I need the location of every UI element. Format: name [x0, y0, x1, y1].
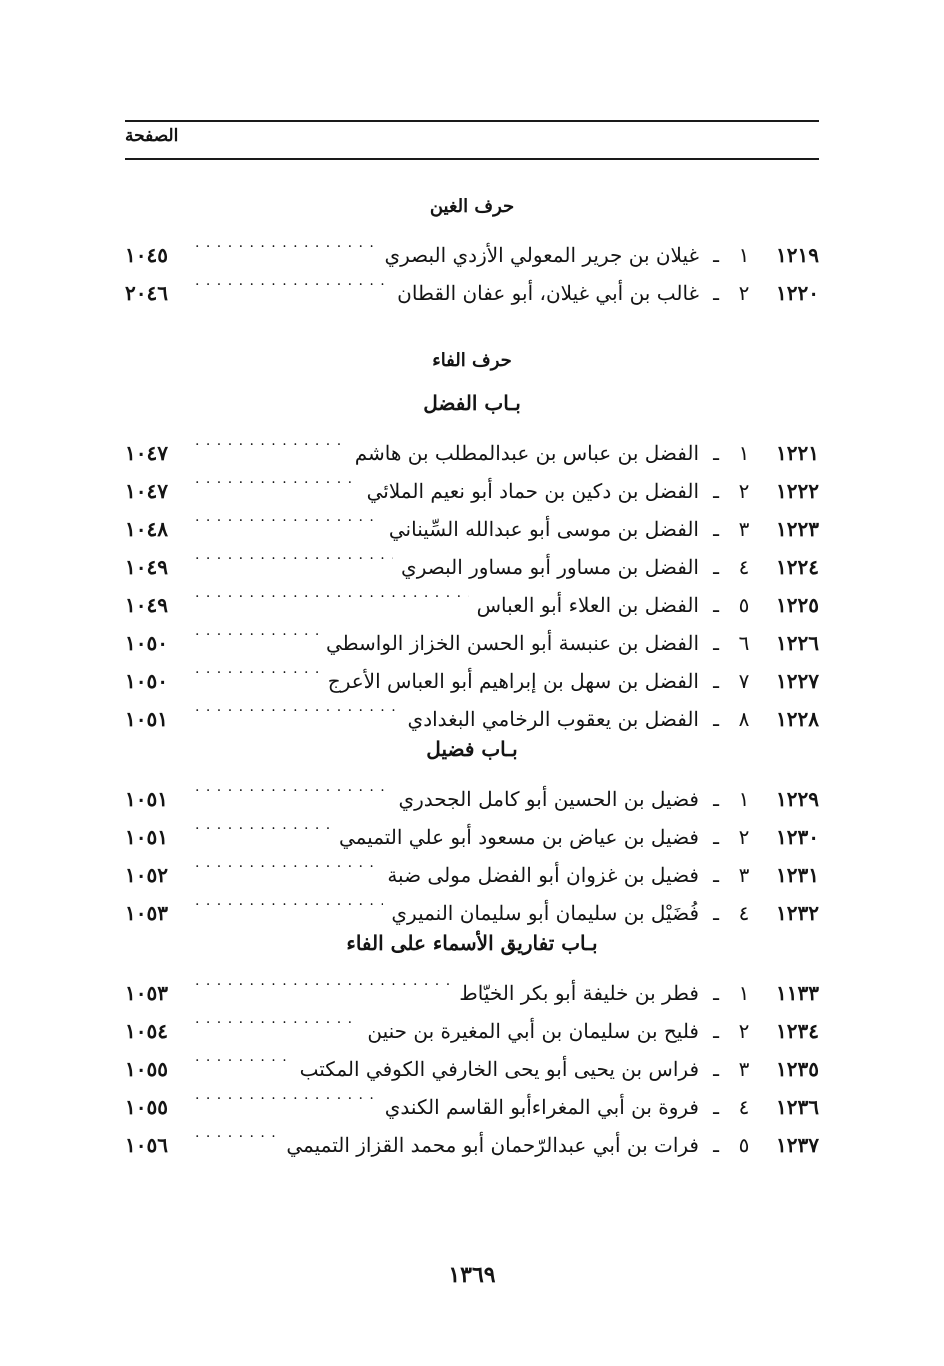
entry-page-number: ١٠٤٧ — [125, 479, 168, 503]
entry-page-number: ١٠٥٢ — [125, 863, 168, 887]
dot-leader — [195, 1114, 278, 1152]
entry-dash: ـ — [713, 479, 719, 503]
entry-name: الفضل بن موسى أبو عبدالله السِّيناني — [388, 517, 699, 541]
entry-dash: ـ — [713, 517, 719, 541]
entry-local-number: ١ — [738, 981, 750, 1005]
entry-name: الفضل بن يعقوب الرخامي البغدادي — [407, 707, 699, 731]
entry-dash: ـ — [713, 863, 719, 887]
entry-local-number: ١ — [738, 787, 750, 811]
entry-local-number: ٢ — [738, 825, 750, 849]
entry-global-number: ١٢٣٢ — [776, 901, 819, 925]
entry-page-number: ١٠٥٠ — [125, 669, 168, 693]
entry-name: فراس بن يحيى أبو يحى الخارفي الكوفي المكتب — [299, 1057, 699, 1081]
entry-global-number: ١٢٢٥ — [776, 593, 819, 617]
entry-local-number: ٣ — [738, 863, 750, 887]
entry-dash: ـ — [713, 281, 719, 305]
dot-leader — [195, 806, 331, 844]
entry-local-number: ٤ — [738, 901, 750, 925]
page-number: ١٣٦٩ — [448, 1262, 496, 1288]
dot-leader — [195, 460, 359, 498]
entry-global-number: ١٢٢٠ — [776, 281, 819, 305]
entry-name: الفضل بن سهل بن إبراهيم أبو العباس الأعرج — [327, 669, 699, 693]
entry-dash: ـ — [713, 593, 719, 617]
entry-local-number: ١ — [738, 441, 750, 465]
entry-dash: ـ — [713, 787, 719, 811]
entry-page-number: ١٠٥٥ — [125, 1057, 168, 1081]
dot-leader — [195, 1000, 359, 1038]
entry-global-number: ١٢٢٣ — [776, 517, 819, 541]
entry-page-number: ١٠٥٥ — [125, 1095, 168, 1119]
entry-dash: ـ — [713, 669, 719, 693]
entry-name: الفضل بن عباس بن عبدالمطلب بن هاشم — [354, 441, 699, 465]
entry-name: غالب بن أبي غيلان، أبو عفان القطان — [397, 281, 699, 305]
entry-local-number: ٢ — [738, 281, 750, 305]
dot-leader — [195, 650, 320, 688]
dot-leader — [195, 1076, 377, 1114]
index-entry[interactable] — [125, 422, 819, 465]
index-content — [125, 190, 819, 1157]
entry-global-number: ١٢٣٦ — [776, 1095, 819, 1119]
entry-dash: ـ — [713, 1133, 719, 1157]
entry-dash: ـ — [713, 243, 719, 267]
entry-list-misc-names — [125, 962, 819, 1157]
entry-global-number: ١٢٢١ — [776, 441, 819, 465]
entry-global-number: ١٢٣١ — [776, 863, 819, 887]
entry-page-number: ١٠٥٣ — [125, 981, 168, 1005]
entry-page-number: ١٠٤٩ — [125, 593, 168, 617]
entry-name: فُضَيْل بن سليمان أبو سليمان النميري — [391, 901, 699, 925]
chapter-heading-misc-names: بـاب تفاريق الأسماء على الفاء — [346, 931, 598, 955]
entry-page-number: ١٠٤٩ — [125, 555, 168, 579]
entry-local-number: ٦ — [738, 631, 750, 655]
entry-name: فليح بن سليمان بن أبي المغيرة بن حنين — [367, 1019, 699, 1043]
entry-dash: ـ — [713, 555, 719, 579]
chapter-heading-fudayl: بـاب فضيل — [426, 737, 518, 761]
entry-dash: ـ — [713, 981, 719, 1005]
entry-name: فرات بن أبي عبدالرّحمان أبو محمد القزاز التميمي — [286, 1133, 699, 1157]
entry-page-number: ١٠٥٦ — [125, 1133, 168, 1157]
entry-dash: ـ — [713, 901, 719, 925]
dot-leader — [195, 768, 390, 806]
entry-local-number: ٨ — [738, 707, 750, 731]
dot-leader — [195, 574, 469, 612]
entry-global-number: ١٢٣٧ — [776, 1133, 819, 1157]
entry-page-number: ٢٠٤٦ — [125, 281, 168, 305]
entry-global-number: ١٢٢٦ — [776, 631, 819, 655]
dot-leader — [195, 536, 393, 574]
index-entry[interactable] — [125, 768, 819, 811]
entry-page-number: ١٠٥١ — [125, 787, 168, 811]
entry-local-number: ٤ — [738, 1095, 750, 1119]
entry-page-number: ١٠٤٧ — [125, 441, 168, 465]
entry-name: الفضل بن عنبسة أبو الحسن الخزاز الواسطي — [325, 631, 699, 655]
index-page — [125, 0, 819, 1366]
entry-dash: ـ — [713, 1095, 719, 1119]
entry-local-number: ٢ — [738, 479, 750, 503]
dot-leader — [195, 422, 347, 460]
entry-name: غيلان بن جرير المعولي الأزدي البصري — [384, 243, 699, 267]
entry-global-number: ١٢٣٠ — [776, 825, 819, 849]
entry-name: فضيل بن الحسين أبو كامل الجحدري — [398, 787, 699, 811]
entry-global-number: ١١٣٣ — [776, 981, 819, 1005]
entry-dash: ـ — [713, 707, 719, 731]
entry-list-fudayl — [125, 768, 819, 925]
dot-leader — [195, 498, 381, 536]
chapter-heading-fadl: بـاب الفضل — [423, 391, 521, 415]
entry-global-number: ١٢٣٥ — [776, 1057, 819, 1081]
entry-dash: ـ — [713, 441, 719, 465]
entry-global-number: ١٢٢٧ — [776, 669, 819, 693]
header-bottom-rule — [125, 158, 819, 160]
entry-page-number: ١٠٥٠ — [125, 631, 168, 655]
entry-name: الفضل بن العلاء أبو العباس — [476, 593, 699, 617]
entry-local-number: ٧ — [738, 669, 750, 693]
entry-list-fadl — [125, 422, 819, 731]
index-entry[interactable] — [125, 224, 819, 267]
entry-global-number: ١٢٢٤ — [776, 555, 819, 579]
entry-name: الفضل بن مساور أبو مساور البصري — [401, 555, 699, 579]
dot-leader — [195, 882, 383, 920]
entry-page-number: ١٠٤٥ — [125, 243, 168, 267]
entry-global-number: ١٢٢٩ — [776, 787, 819, 811]
entry-local-number: ٥ — [738, 593, 750, 617]
header-top-rule — [125, 120, 819, 122]
entry-page-number: ١٠٥١ — [125, 707, 168, 731]
entry-local-number: ٥ — [738, 1133, 750, 1157]
entry-page-number: ١٠٥١ — [125, 825, 168, 849]
index-entry[interactable] — [125, 962, 819, 1005]
dot-leader — [195, 262, 389, 300]
letter-heading-fa: حرف الفاء — [432, 350, 512, 371]
entry-local-number: ٣ — [738, 517, 750, 541]
entry-dash: ـ — [713, 1019, 719, 1043]
entry-global-number: ١٢٢٢ — [776, 479, 819, 503]
dot-leader — [195, 612, 318, 650]
dot-leader — [195, 688, 400, 726]
entry-page-number: ١٠٥٤ — [125, 1019, 168, 1043]
dot-leader — [195, 224, 376, 262]
entry-page-number: ١٠٤٨ — [125, 517, 168, 541]
entry-name: فطر بن خليفة أبو بكر الخيّاط — [459, 981, 699, 1005]
page-column-label: الصفحة — [125, 126, 179, 146]
dot-leader — [195, 1038, 292, 1076]
entry-name: فضيل بن غزوان أبو الفضل مولى ضبة — [387, 863, 699, 887]
entry-global-number: ١٢٢٨ — [776, 707, 819, 731]
entry-global-number: ١٢٣٤ — [776, 1019, 819, 1043]
entry-list-ghayn — [125, 224, 819, 305]
entry-page-number: ١٠٥٣ — [125, 901, 168, 925]
dot-leader — [195, 844, 379, 882]
entry-local-number: ٢ — [738, 1019, 750, 1043]
letter-heading-ghayn: حرف الغين — [429, 196, 515, 217]
entry-dash: ـ — [713, 1057, 719, 1081]
entry-local-number: ١ — [738, 243, 750, 267]
entry-global-number: ١٢١٩ — [776, 243, 819, 267]
dot-leader — [195, 962, 451, 1000]
entry-dash: ـ — [713, 825, 719, 849]
entry-name: فروة بن أبي المغراءأبو القاسم الكندي — [384, 1095, 699, 1119]
entry-name: فضيل بن عياض بن مسعود أبو علي التميمي — [338, 825, 699, 849]
entry-local-number: ٣ — [738, 1057, 750, 1081]
entry-name: الفضل بن دكين بن حماد أبو نعيم الملائي — [366, 479, 699, 503]
entry-dash: ـ — [713, 631, 719, 655]
entry-local-number: ٤ — [738, 555, 750, 579]
